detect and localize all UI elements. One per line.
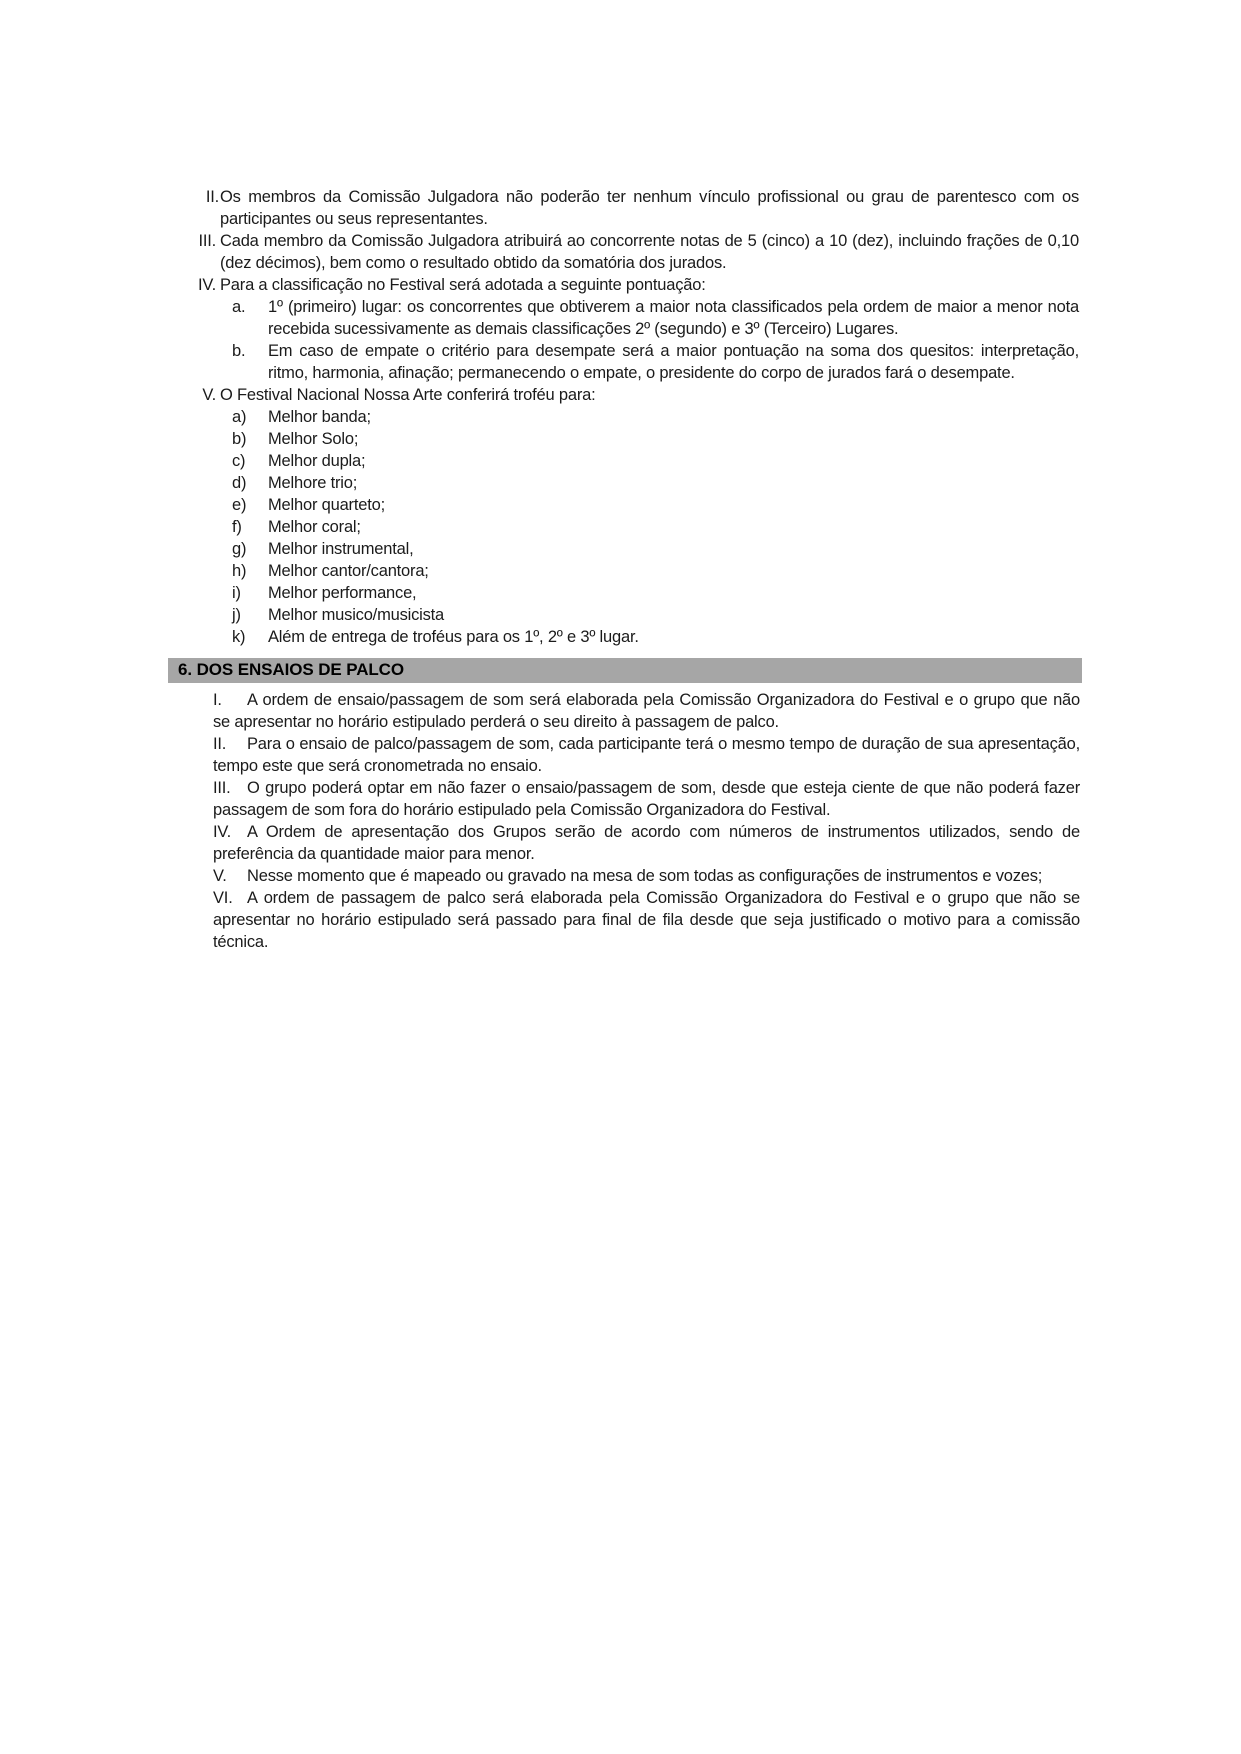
award-item-c <box>232 450 1079 472</box>
clause-text: Para a classificação no Festival será adotada a seguinte pontuação: <box>220 276 706 294</box>
award-text: Melhor Solo; <box>268 430 359 448</box>
award-marker: d) <box>232 474 247 492</box>
clause-marker: IV. <box>213 823 232 841</box>
award-text: Melhor performance, <box>268 584 417 602</box>
award-marker: g) <box>232 540 247 558</box>
clause-marker: V. <box>202 386 216 404</box>
award-item-k <box>232 626 1079 648</box>
award-item-j <box>232 604 1079 626</box>
clause-text: Cada membro da Comissão Julgadora atribuirá ao concorrente notas de 5 (cinco) a 10 (dez), incluindo frações de 0,10 (dez décimos), bem como o resultado obtido da somatória dos jurados. <box>220 232 1079 272</box>
award-text: Melhore trio; <box>268 474 358 492</box>
award-text: Além de entrega de troféus para os 1º, 2º e 3º lugar. <box>268 628 639 646</box>
award-text: Melhor banda; <box>268 408 371 426</box>
award-text: Melhor instrumental, <box>268 540 414 558</box>
section-6-clause-i <box>213 689 1080 733</box>
clause-marker: VI. <box>213 889 233 907</box>
award-item-i <box>232 582 1079 604</box>
clause-text: Para o ensaio de palco/passagem de som, cada participante terá o mesmo tempo de duração de sua apresentação, tempo este que será cronometrada no ensaio. <box>213 735 1080 775</box>
subclause-text: Em caso de empate o critério para desempate será a maior pontuação na soma dos quesitos: interpretação, ritmo, harmonia, afinação; permanecendo o empate, o presidente do corpo de jurados fará o desempate. <box>268 342 1079 382</box>
clause-iii <box>198 230 1079 274</box>
clause-text: Nesse momento que é mapeado ou gravado na mesa de som todas as configurações de instrumentos e vozes; <box>247 867 1043 885</box>
award-item-g <box>232 538 1079 560</box>
award-marker: c) <box>232 452 246 470</box>
clause-text: O grupo poderá optar em não fazer o ensaio/passagem de som, desde que esteja ciente de que não poderá fazer passagem de som fora do horário estipulado pela Comissão Organizadora do Festival. <box>213 779 1080 819</box>
award-marker: b) <box>232 430 247 448</box>
award-text: Melhor quarteto; <box>268 496 385 514</box>
clause-marker: II. <box>205 188 219 206</box>
clause-ii <box>205 186 1079 230</box>
award-text: Melhor dupla; <box>268 452 366 470</box>
award-marker: f) <box>232 518 242 536</box>
clause-iv <box>197 274 1079 296</box>
subclause-marker: a. <box>232 298 246 316</box>
award-item-b <box>232 428 1079 450</box>
award-marker: k) <box>232 628 246 646</box>
award-marker: j) <box>232 606 241 624</box>
document-body <box>0 186 1241 953</box>
clause-marker: III. <box>198 232 216 250</box>
section-6-clause-ii <box>213 733 1080 777</box>
award-item-f <box>232 516 1079 538</box>
award-text: Melhor cantor/cantora; <box>268 562 429 580</box>
subclause-marker: b. <box>232 342 246 360</box>
clause-marker: V. <box>213 867 227 885</box>
award-item-e <box>232 494 1079 516</box>
section-6-clause-v <box>213 865 1080 887</box>
clause-marker: I. <box>213 691 222 709</box>
award-marker: a) <box>232 408 247 426</box>
clause-marker: II. <box>213 735 227 753</box>
section-6-heading: 6. DOS ENSAIOS DE PALCO <box>168 658 1082 683</box>
award-item-a <box>232 406 1079 428</box>
award-text: Melhor coral; <box>268 518 361 536</box>
award-marker: i) <box>232 584 241 602</box>
clause-text: A Ordem de apresentação dos Grupos serão de acordo com números de instrumentos utilizados, sendo de preferência da quantidade maior para menor. <box>213 823 1080 863</box>
subclause-a <box>232 296 1079 340</box>
award-text: Melhor musico/musicista <box>268 606 445 624</box>
clause-text: Os membros da Comissão Julgadora não poderão ter nenhum vínculo profissional ou grau de parentesco com os participantes ou seus representantes. <box>220 188 1079 228</box>
subclause-text: 1º (primeiro) lugar: os concorrentes que obtiverem a maior nota classificados pela ordem de maior a menor nota recebida sucessivamente as demais classificações 2º (segundo) e 3º (Terceiro) Lugares. <box>268 298 1079 338</box>
clause-text: A ordem de ensaio/passagem de som será elaborada pela Comissão Organizadora do Festival e o grupo que não se apresentar no horário estipulado perderá o seu direito à passagem de palco. <box>213 691 1080 731</box>
section-6-clause-vi <box>213 887 1080 953</box>
clause-text: O Festival Nacional Nossa Arte conferirá troféu para: <box>220 386 596 404</box>
clause-v <box>202 384 1079 406</box>
award-item-d <box>232 472 1079 494</box>
clause-marker: IV. <box>197 276 216 294</box>
clause-marker: III. <box>213 779 231 797</box>
section-6-clause-iii <box>213 777 1080 821</box>
award-marker: h) <box>232 562 247 580</box>
award-marker: e) <box>232 496 247 514</box>
section-6-clause-iv <box>213 821 1080 865</box>
award-item-h <box>232 560 1079 582</box>
clause-text: A ordem de passagem de palco será elaborada pela Comissão Organizadora do Festival e o grupo que não se apresentar no horário estipulado será passado para final de fila desde que seja justificado o motivo para a comissão técnica. <box>213 889 1080 951</box>
subclause-b <box>232 340 1079 384</box>
